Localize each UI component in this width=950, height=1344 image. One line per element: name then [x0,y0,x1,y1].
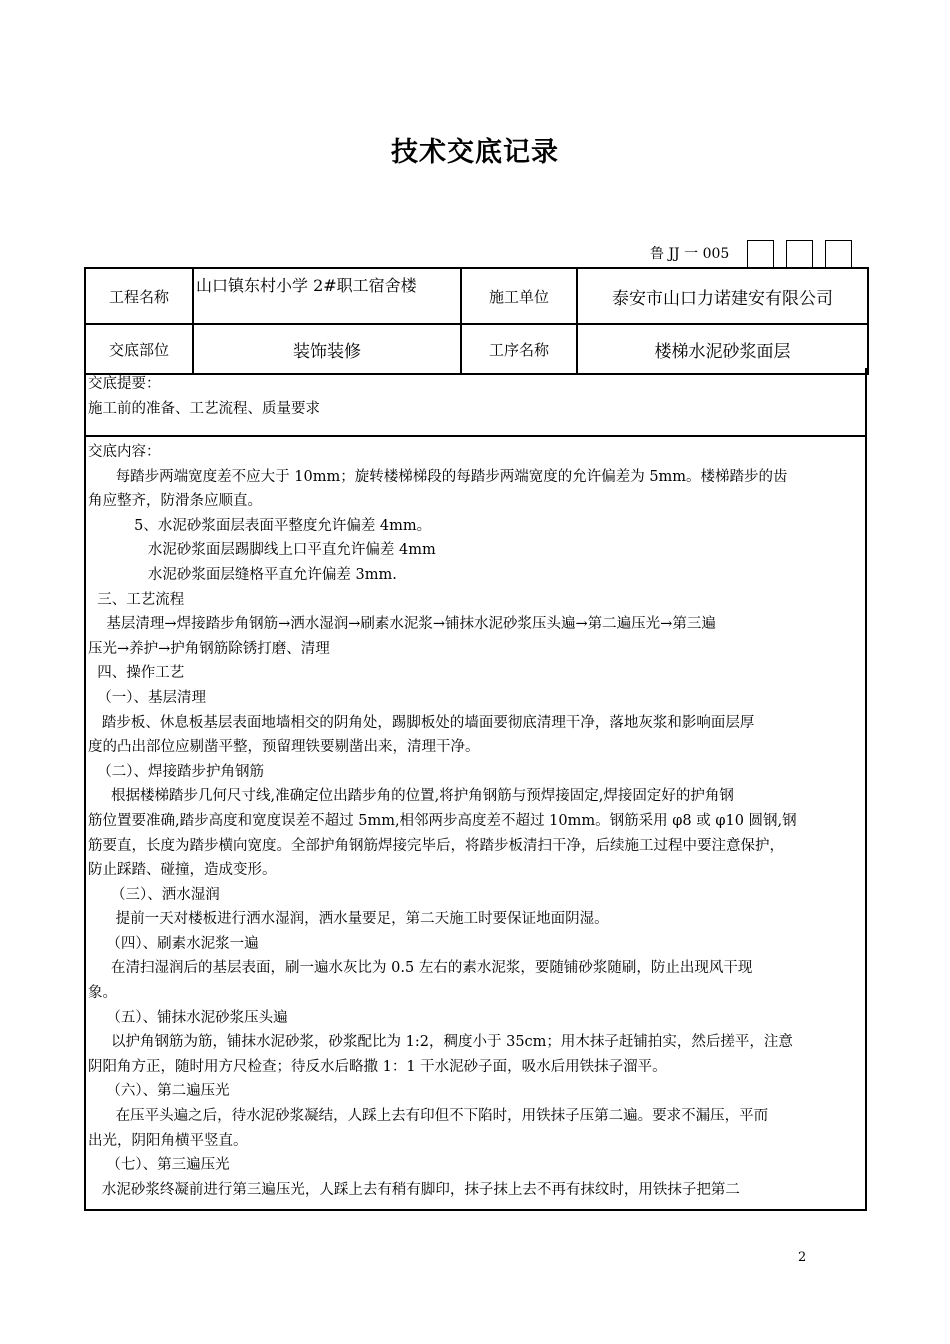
content-line: 提前一天对楼板进行洒水湿润，洒水量要足，第二天施工时要保证地面阴湿。 [88,911,609,928]
content-line: 四、操作工艺 [88,665,185,682]
disclosure-part-label: 交底部位 [85,324,193,374]
content-line: 踏步板、休息板基层表面地墙相交的阴角处，踢脚板处的墙面要彻底清理干净，落地灰浆和影响面层厚 [88,714,755,731]
header-table [84,267,869,375]
content-line: 5、水泥砂浆面层表面平整度允许偏差 4mm。 [88,517,432,534]
content-line: （三）、洒水湿润 [88,886,220,903]
content-line: 防止踩踏、碰撞，造成变形。 [88,862,277,879]
process-name-value: 楼梯水泥砂浆面层 [577,324,868,374]
record-code: 鲁 JJ 一 005 [650,246,730,262]
code-box-3 [825,240,852,268]
content-line: 基层清理→焊接踏步角钢筋→洒水湿润→刷素水泥浆→铺抹水泥砂浆压头遍→第二遍压光→第三遍 [88,616,716,633]
content-line: 在清扫湿润后的基层表面，刷一遍水灰比为 0.5 左右的素水泥浆，要随铺砂浆随刷，防止出现风干现 [88,960,753,977]
code-box-2 [786,240,813,268]
project-name-value: 山口镇东村小学 2#职工宿舍楼 [193,268,461,324]
content-line: 以护角钢筋为筋，铺抹水泥砂浆，砂浆配比为 1:2，稠度小于 35cm；用木抹子赶铺拍实，然后搓平，注意 [88,1034,793,1051]
content-line: 水泥砂浆面层踢脚线上口平直允许偏差 4mm [88,542,436,559]
content-line: 每踏步两端宽度差不应大于 10mm；旋转楼梯梯段的每踏步两端宽度的允许偏差为 5mm。楼梯踏步的齿 [88,468,788,485]
content-line: 水泥砂浆面层缝格平直允许偏差 3mm. [88,566,397,583]
disclosure-part-value: 装饰装修 [193,324,461,374]
content-line: 根据楼梯踏步几何尺寸线,准确定位出踏步角的位置,将护角钢筋与预焊接固定,焊接固定好的护角钢 [88,788,734,805]
content-line: 水泥砂浆终凝前进行第三遍压光，人踩上去有稍有脚印，抹子抹上去不再有抹纹时，用铁抹子把第二 [88,1181,740,1198]
content-line: 度的凸出部位应剔凿平整，预留理铁要剔凿出来，清理干净。 [88,739,480,756]
content-section [84,437,867,1211]
content-line: 三、工艺流程 [88,591,185,608]
record-code-row [650,238,852,268]
content-line: （二）、焊接踏步护角钢筋 [88,763,264,780]
content-line: （六）、第二遍压光 [88,1083,230,1100]
content-line: 交底内容： [88,444,161,460]
content-line: 出光，阴阳角横平竖直。 [88,1132,248,1149]
content-line: 角应整齐，防滑条应顺直。 [88,493,262,510]
content-line: （四）、刷素水泥浆一遍 [88,935,259,952]
content-line: 在压平头遍之后，待水泥砂浆凝结，人踩上去有印但不下陷时，用铁抹子压第二遍。要求不漏压，平而 [88,1108,769,1125]
content-line: （一）、基层清理 [88,689,206,706]
contractor-label: 施工单位 [461,268,577,324]
content-line: 压光→养护→护角钢筋除锈打磨、清理 [88,640,330,657]
content-line: （五）、铺抹水泥砂浆压头遍 [88,1009,288,1026]
project-name-label: 工程名称 [85,268,193,324]
code-box-1 [747,240,774,268]
content-line: （七）、第三遍压光 [88,1157,230,1174]
content-line: 筋要直，长度为踏步横向宽度。全部护角钢筋焊接完毕后，将踏步板清扫干净，后续施工过程中要注意保护， [88,837,784,854]
contractor-value: 泰安市山口力诺建安有限公司 [577,268,868,324]
process-name-label: 工序名称 [461,324,577,374]
summary-section [84,368,867,437]
content-line: 筋位置要准确,踏步高度和宽度误差不超过 5mm,相邻两步高度差不超过 10mm。钢筋采用 φ8 或 φ10 圆钢,钢 [88,812,797,829]
summary-label: 交底提要： [88,376,161,392]
page-number: 2 [798,1250,807,1265]
page-title: 技术交底记录 [391,137,559,168]
content-line: 象。 [88,985,117,1002]
summary-text: 施工前的准备、工艺流程、质量要求 [88,400,320,417]
content-line: 阴阳角方正，随时用方尺检查；待反水后略撒 1：1 干水泥砂子面，吸水后用铁抹子溜平。 [88,1058,667,1075]
